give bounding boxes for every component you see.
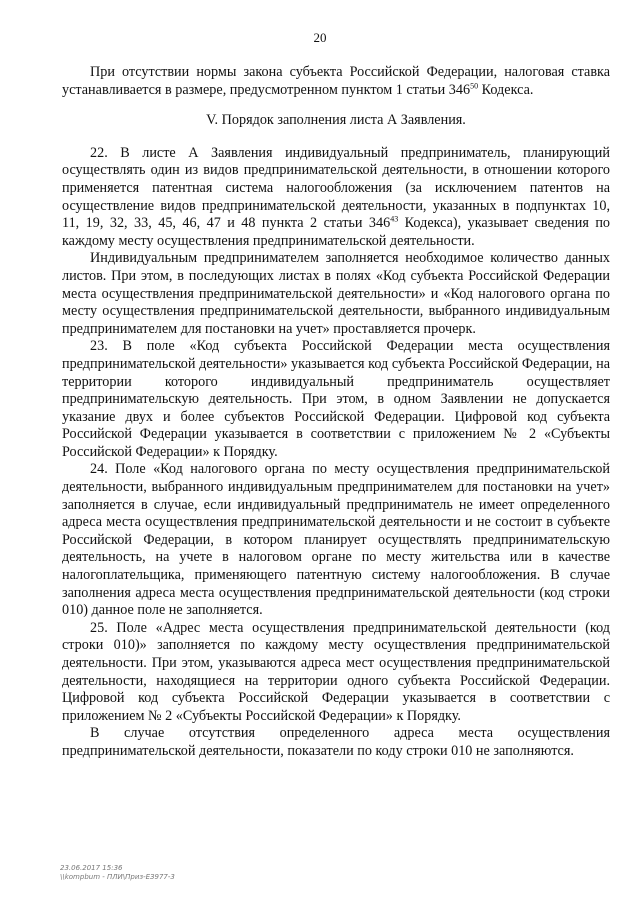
document-body: [62, 64, 610, 761]
paragraph-22-continued: Индивидуальным предпринимателем заполняется необходимое количество данных листов. При этом, в последующих листах в полях «Код субъекта Российской Федерации места осуществления предпринимательской деятельности» и «Код налогового органа по месту осуществления предпринимательской деятельности, выбранного индивидуальным предпринимателем для постановки на учет» проставляется прочерк.: [62, 250, 610, 337]
paragraph-22-text-end: Кодекса), указывает сведения по каждому месту осуществления предпринимательской деятельности.: [62, 215, 611, 249]
paragraph-25: 25. Поле «Адрес места осуществления предпринимательской деятельности (код строки 010)» заполняется по каждому месту осуществления предпринимательской деятельности. При этом, указываются адреса мест осуществления предпринимательской деятельности, находящиеся на территории одного субъекта Российской Федерации. Цифровой код субъекта Российской Федерации указывается в соответствии с приложением № 2 «Субъекты Российской Федерации» к Порядку.: [62, 619, 610, 724]
paragraph-25-continued: В случае отсутствия определенного адреса места осуществления предпринимательской деятельности, показатели по коду строки 010 не заполняются.: [62, 725, 610, 759]
footer-date: 23.06.2017 15:36: [60, 864, 123, 872]
paragraph-22-superscript: 43: [390, 214, 399, 224]
document-footer: [60, 864, 175, 882]
footer-path: \\kompbum - ПЛИ\Приз-ЕЗ977-3: [60, 873, 175, 881]
paragraph-22: [62, 145, 610, 251]
intro-paragraph: [62, 64, 610, 99]
paragraph-23: 23. В поле «Код субъекта Российской Федерации места осуществления предпринимательской деятельности» указывается код субъекта Российской Федерации, на территории которого индивидуальный предприниматель осуществляет предпринимательскую деятельность. При этом, в одном Заявлении не допускается указание двух и более субъектов Российской Федерации. Цифровой код субъекта Российской Федерации указывается в соответствии с приложением № 2 «Субъекты Российской Федерации» к Порядку.: [62, 338, 610, 460]
page-number: 20: [313, 30, 327, 45]
paragraph-24: 24. Поле «Код налогового органа по месту осуществления предпринимательской деятельности, выбранного индивидуальным предпринимателем для постановки на учет» заполняется в случае, если индивидуальный предприниматель не имеет определенного адреса места осуществления предпринимательской деятельности и не состоит в субъекте Российской Федерации, в котором планирует осуществлять предпринимательскую деятельность, на учете в налоговом органе по месту жительства или в качестве налогоплательщика, применяющего патентную систему налогообложения. В случае заполнения адреса места осуществления предпринимательской деятельности (код строки 010) данное поле не заполняется.: [62, 461, 610, 619]
section-heading: V. Порядок заполнения листа А Заявления.: [206, 112, 466, 129]
paragraph-22-text: 22. В листе А Заявления индивидуальный предприниматель, планирующий осуществлять один из видов предпринимательской деятельности, в отношении которого применяется патентная система налогообложения (за исключением патентов на осуществление видов предпринимательской деятельности, указанных в подпунктах 10, 11, 19, 32, 33, 45, 46, 47 и 48 пункта 2 статьи 346: [62, 144, 610, 232]
intro-text-end: Кодекса.: [478, 81, 534, 98]
intro-text: При отсутствии нормы закона субъекта Российской Федерации, налоговая ставка устанавливается в размере, предусмотренном пунктом 1 статьи 346: [62, 64, 610, 98]
intro-superscript: 50: [470, 80, 479, 90]
